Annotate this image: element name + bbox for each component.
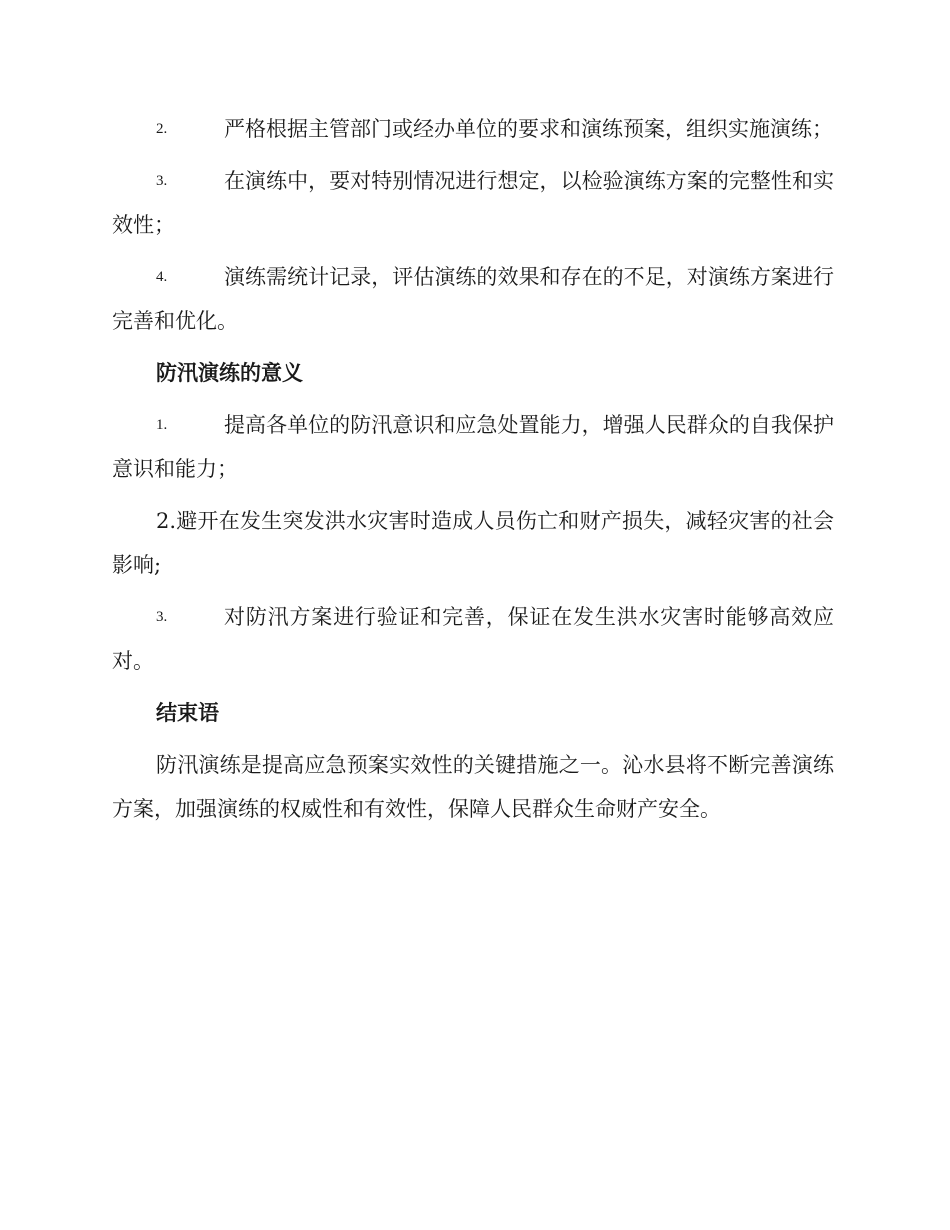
list-item-number: 3. bbox=[156, 173, 168, 189]
list-item-text: 演练需统计记录，评估演练的效果和存在的不足，对演练方案进行完善和优化。 bbox=[112, 265, 834, 333]
conclusion-paragraph: 防汛演练是提高应急预案实效性的关键措施之一。沁水县将不断完善演练方案，加强演练的权威性和有效性，保障人民群众生命财产安全。 bbox=[112, 753, 834, 821]
list-item-number: 3. bbox=[156, 609, 168, 625]
list-item bbox=[112, 255, 834, 343]
list-item-number: 4. bbox=[156, 269, 168, 285]
list-item-text: 对防汛方案进行验证和完善，保证在发生洪水灾害时能够高效应对。 bbox=[112, 605, 834, 673]
section-heading-significance: 防汛演练的意义 bbox=[156, 361, 303, 385]
list-item bbox=[112, 107, 834, 151]
list-item-text: 提高各单位的防汛意识和应急处置能力，增强人民群众的自我保护意识和能力； bbox=[112, 413, 834, 481]
list-item-text: 严格根据主管部门或经办单位的要求和演练预案，组织实施演练； bbox=[224, 117, 833, 141]
list-item bbox=[112, 595, 834, 683]
section-heading-conclusion: 结束语 bbox=[156, 701, 219, 725]
list-item-number: 2. bbox=[156, 121, 168, 137]
list-item-number: 1. bbox=[156, 417, 168, 433]
document-page bbox=[112, 107, 834, 839]
list-item bbox=[112, 403, 834, 491]
list-item-text: 在演练中，要对特别情况进行想定，以检验演练方案的完整性和实效性； bbox=[112, 169, 834, 237]
list-item-inline: 2.避开在发生突发洪水灾害时造成人员伤亡和财产损失，减轻灾害的社会影响; bbox=[112, 509, 834, 577]
list-item bbox=[112, 159, 834, 247]
